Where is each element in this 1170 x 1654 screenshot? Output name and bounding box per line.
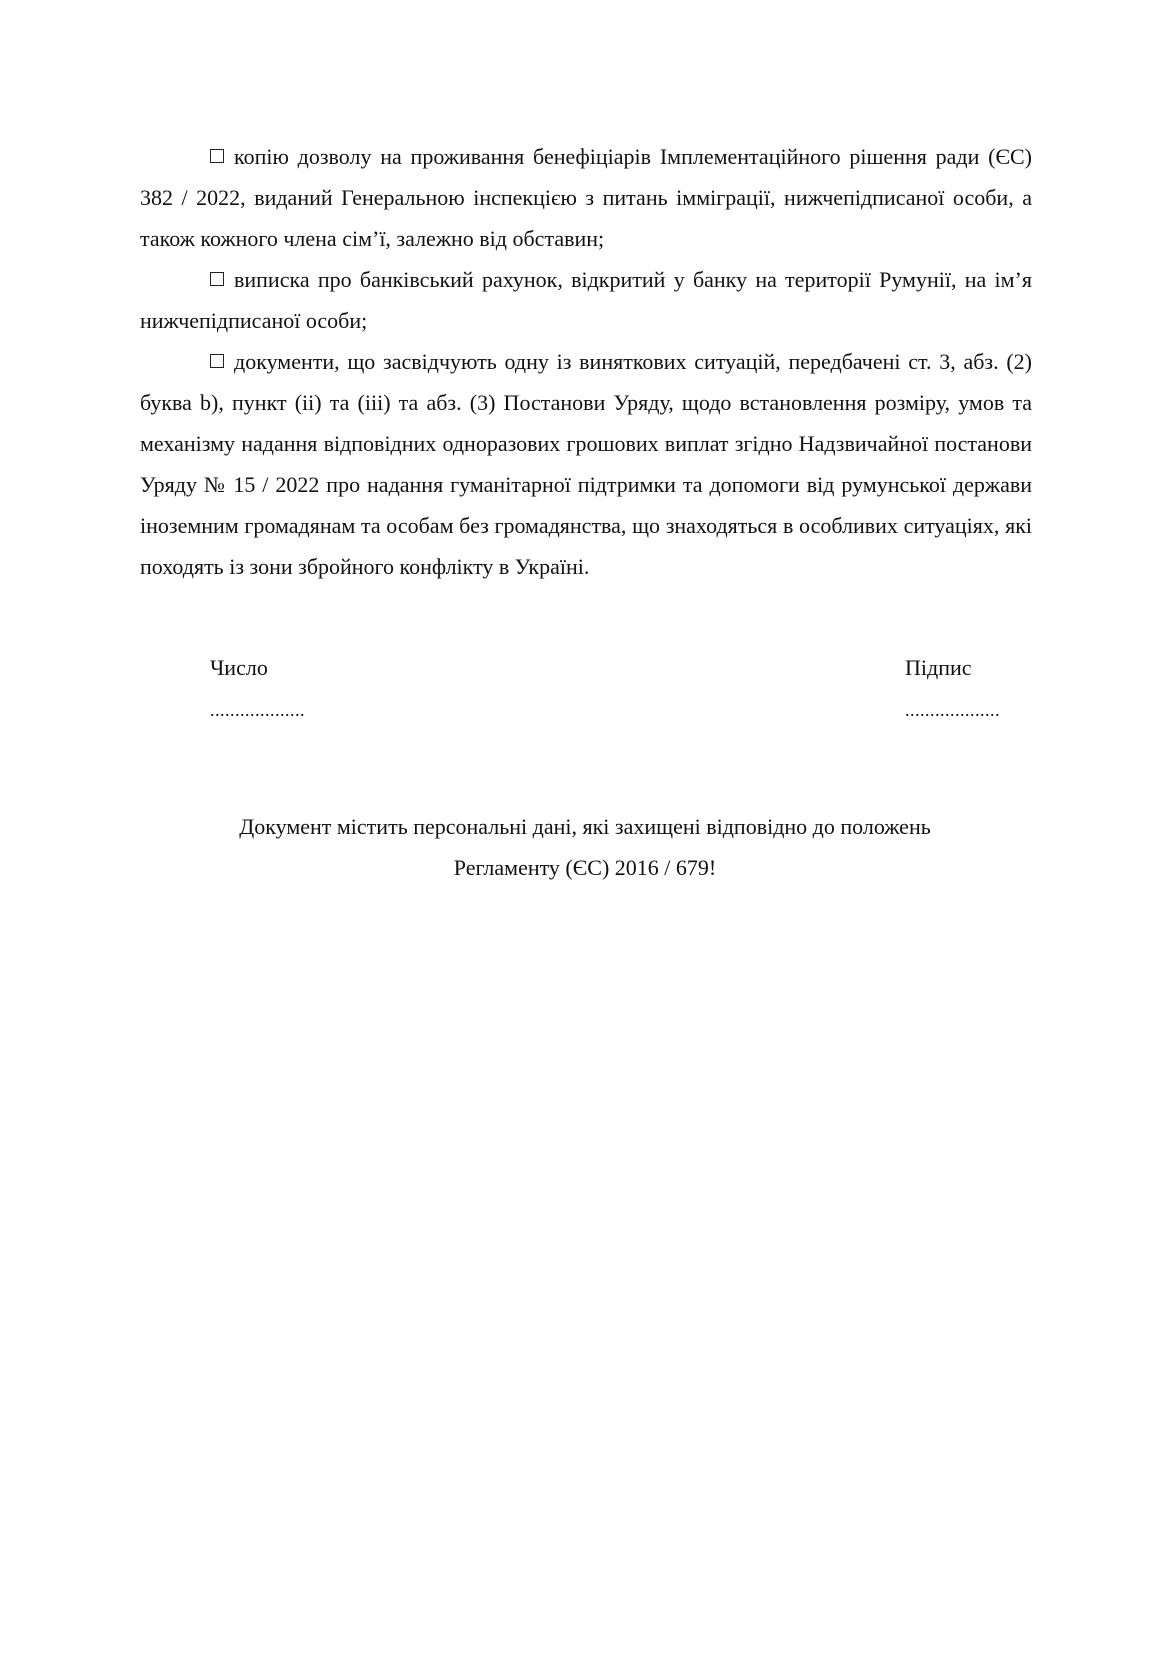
notice-line: Регламенту (ЄС) 2016 / 679! (453, 855, 717, 880)
list-item (140, 136, 1032, 259)
data-protection-notice (180, 806, 990, 888)
list-item (140, 259, 1032, 341)
checkbox-icon[interactable] (210, 149, 224, 163)
list-item-text: виписка про банківський рахунок, відкритий у банку на території Румунії, на ім’я нижчепідписаної особи; (140, 267, 1032, 333)
checkbox-icon[interactable] (210, 272, 224, 286)
date-field[interactable]: ................... (210, 700, 305, 720)
list-item (140, 341, 1032, 587)
signature-field[interactable]: ................... (905, 700, 1000, 720)
list-item-text: документи, що засвідчують одну із виняткових ситуацій, передбачені ст. 3, абз. (2) буква b), пункт (ii) та (iii) та абз. (3) Постанови Уряду, щодо встановлення розміру, умов та механізму надання відповідних одноразових грошових виплат згідно Надзвичайної постанови Уряду № 15 / 2022 про надання гуманітарної підтримки та допомоги від румунської держави іноземним громадянам та особам без громадянства, що знаходяться в особливих ситуаціях, які походять із зони збройного конфлікту в Україні. (140, 349, 1032, 579)
list-item-text: копію дозволу на проживання бенефіціарів Імплементаційного рішення ради (ЄС) 382 / 2022, виданий Генеральною інспекцією з питань імміграції, нижчепідписаної особи, а також кожного члена сім’ї, залежно від обставин; (140, 144, 1032, 251)
notice-line: Документ містить персональні дані, які захищені відповідно до положень (239, 814, 931, 839)
signature-label: Підпис (905, 655, 972, 680)
document-body (140, 136, 1032, 587)
date-label: Число (210, 655, 268, 680)
checkbox-icon[interactable] (210, 354, 224, 368)
